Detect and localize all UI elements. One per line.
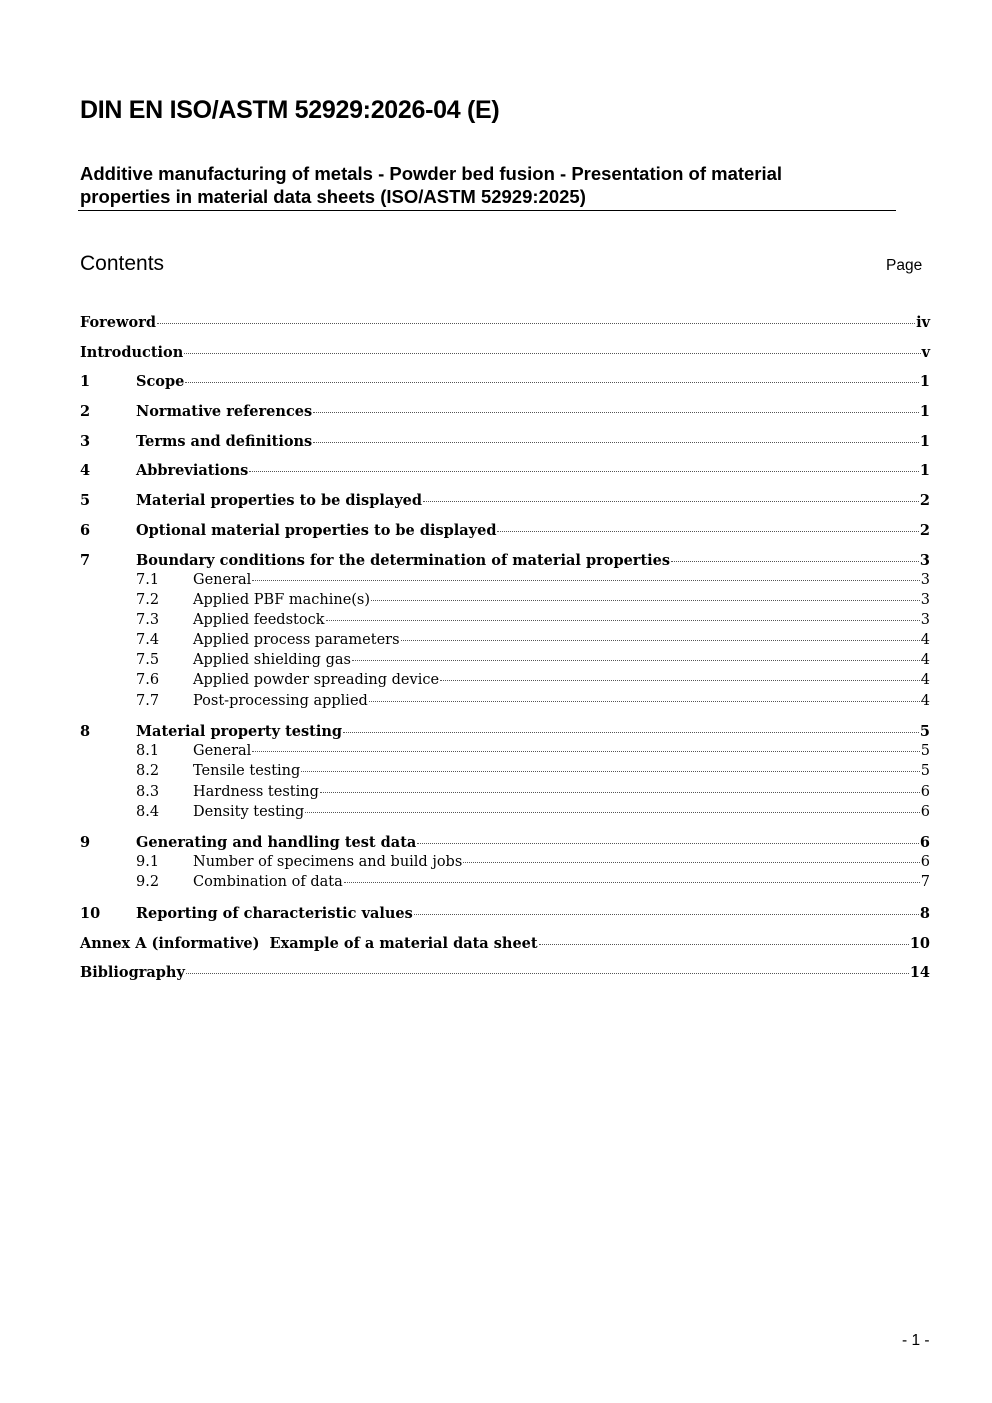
toc-entry-10[interactable] <box>80 902 930 932</box>
toc-leader-dots <box>539 944 909 945</box>
toc-entry-7-1[interactable] <box>80 570 930 590</box>
toc-entry-title: Applied process parameters <box>193 632 400 649</box>
toc-entry-title: Applied PBF machine(s) <box>193 591 371 608</box>
toc-entry-title: Density testing <box>193 803 305 820</box>
document-subtitle-block <box>78 162 896 211</box>
page-column-heading: Page <box>886 257 923 274</box>
toc-entry-page: v <box>921 343 930 361</box>
toc-entry-8-2[interactable] <box>80 761 930 781</box>
toc-entry-number: 6 <box>80 521 91 539</box>
toc-entry-page: 1 <box>919 432 930 450</box>
toc-entry-number: 7.6 <box>136 672 160 689</box>
toc-entry-7-6[interactable] <box>80 670 930 690</box>
toc-leader-dots <box>417 843 919 844</box>
toc-leader-dots <box>301 771 919 772</box>
toc-leader-dots <box>343 732 919 733</box>
toc-entry-page: 4 <box>920 672 930 689</box>
toc-entry-number: 9.2 <box>136 874 160 891</box>
toc-entry-page: 1 <box>919 373 930 391</box>
toc-leader-dots <box>371 600 920 601</box>
toc-entry-page: 5 <box>920 743 930 760</box>
toc-leader-dots <box>326 620 920 621</box>
toc-entry-9-1[interactable] <box>80 852 930 872</box>
toc-entry-7-2[interactable] <box>80 590 930 610</box>
toc-entry-8-1[interactable] <box>80 741 930 761</box>
page-number: - 1 - <box>902 1332 930 1349</box>
toc-entry-7-5[interactable] <box>80 650 930 670</box>
toc-entry-title: General <box>193 571 252 588</box>
toc-entry-title: Annex A (informative) Example of a material data sheet <box>80 934 538 952</box>
toc-entry-title: Applied powder spreading device <box>193 672 440 689</box>
toc-entry-number: 8.4 <box>136 803 160 820</box>
toc-entry-page: 3 <box>920 591 930 608</box>
toc-entry-title: Applied shielding gas <box>193 652 351 669</box>
toc-leader-dots <box>440 680 920 681</box>
toc-entry-1[interactable] <box>80 370 930 400</box>
toc-entry-title: Optional material properties to be displayed <box>136 521 497 539</box>
toc-entry-page: 14 <box>909 964 930 982</box>
toc-entry-7[interactable] <box>80 549 930 570</box>
toc-leader-dots <box>249 471 919 472</box>
toc-entry-4[interactable] <box>80 459 930 489</box>
toc-leader-dots <box>369 701 920 702</box>
toc-entry-7-3[interactable] <box>80 610 930 630</box>
toc-entry-page: 1 <box>919 462 930 480</box>
toc-entry-title: Post-processing applied <box>193 692 368 709</box>
toc-entry-title: Terms and definitions <box>136 432 313 450</box>
toc-entry-number: 7.7 <box>136 692 160 709</box>
toc-leader-dots <box>497 531 918 532</box>
toc-entry-number: 7.5 <box>136 652 160 669</box>
toc-entry-title: Number of specimens and build jobs <box>193 854 463 871</box>
toc-entry-page: 3 <box>919 551 930 569</box>
toc-entry-title: Normative references <box>136 403 313 421</box>
toc-leader-dots <box>313 442 919 443</box>
toc-entry-page: 7 <box>920 874 930 891</box>
toc-entry-7-4[interactable] <box>80 630 930 650</box>
toc-leader-dots <box>463 862 919 863</box>
toc-entry-page: 2 <box>919 492 930 510</box>
toc-entry-7-7[interactable] <box>80 691 930 721</box>
document-title: DIN EN ISO/ASTM 52929:2026-04 (E) <box>80 96 500 124</box>
toc-entry-9-2[interactable] <box>80 872 930 902</box>
toc-entry-page: 5 <box>919 723 930 741</box>
toc-leader-dots <box>401 640 920 641</box>
toc-entry-title: General <box>193 743 252 760</box>
toc-entry-number: 7 <box>80 551 91 569</box>
toc-entry-page: 2 <box>919 521 930 539</box>
toc-entry-8-4[interactable] <box>80 802 930 832</box>
toc-entry-number: 1 <box>80 373 91 391</box>
subtitle-line-2: properties in material data sheets (ISO/ASTM 52929:2025) <box>80 186 586 207</box>
toc-entry-number: 9 <box>80 834 91 852</box>
toc-entry-title: Foreword <box>80 314 156 331</box>
toc-entry-3[interactable] <box>80 430 930 460</box>
toc-entry-page: 10 <box>909 934 930 952</box>
toc-entry-8-3[interactable] <box>80 782 930 802</box>
toc-leader-dots <box>186 973 909 974</box>
toc-entry-page: 6 <box>920 803 930 820</box>
toc-entry-number: 8.3 <box>136 783 160 800</box>
toc-entry-number: 7.2 <box>136 591 160 608</box>
toc-entry-introduction[interactable] <box>80 341 930 371</box>
toc-entry-page: iv <box>916 314 930 331</box>
subtitle-line-1: Additive manufacturing of metals - Powder bed fusion - Presentation of material <box>80 163 783 184</box>
toc-leader-dots <box>313 412 919 413</box>
toc-entry-title: Bibliography <box>80 964 185 982</box>
toc-leader-dots <box>344 882 920 883</box>
toc-entry-page: 3 <box>920 611 930 628</box>
toc-entry-number: 4 <box>80 462 91 480</box>
toc-entry-8[interactable] <box>80 720 930 741</box>
toc-leader-dots <box>423 501 919 502</box>
toc-leader-dots <box>320 792 920 793</box>
toc-entry-5[interactable] <box>80 489 930 519</box>
toc-entry-number: 9.1 <box>136 854 160 871</box>
toc-entry-number: 5 <box>80 492 91 510</box>
toc-entry-title: Material property testing <box>136 723 343 741</box>
toc-leader-dots <box>185 382 919 383</box>
toc-entry-number: 7.4 <box>136 632 160 649</box>
toc-leader-dots <box>252 751 919 752</box>
toc-leader-dots <box>305 812 920 813</box>
toc-entry-title: Combination of data <box>193 874 343 891</box>
toc-entry-title: Tensile testing <box>193 763 301 780</box>
toc-entry-foreword[interactable] <box>80 311 930 341</box>
toc-entry-number: 7.1 <box>136 571 160 588</box>
toc-entry-title: Generating and handling test data <box>136 834 417 852</box>
toc-entry-title: Abbreviations <box>136 462 249 480</box>
toc-entry-page: 4 <box>920 632 930 649</box>
toc-entry-number: 3 <box>80 432 91 450</box>
toc-entry-number: 10 <box>80 904 101 922</box>
toc-entry-number: 2 <box>80 403 91 421</box>
toc-entry-page: 1 <box>919 403 930 421</box>
toc-entry-title: Introduction <box>80 343 184 361</box>
toc-entry-2[interactable] <box>80 400 930 430</box>
toc-entry-bibliography[interactable] <box>80 961 930 991</box>
toc-entry-title: Reporting of characteristic values <box>136 904 413 922</box>
toc-entry-annex-a[interactable] <box>80 932 930 962</box>
toc-entry-title: Hardness testing <box>193 783 319 800</box>
toc-entry-page: 4 <box>920 652 930 669</box>
toc-entry-number: 7.3 <box>136 611 160 628</box>
toc-entry-page: 6 <box>920 854 930 871</box>
toc-entry-title: Scope <box>136 373 185 391</box>
toc-entry-page: 4 <box>920 692 930 709</box>
toc-leader-dots <box>352 660 920 661</box>
toc-leader-dots <box>157 323 915 324</box>
toc-leader-dots <box>184 353 920 354</box>
toc-entry-page: 6 <box>919 834 930 852</box>
toc-entry-title: Applied feedstock <box>193 611 325 628</box>
toc-entry-number: 8.1 <box>136 743 160 760</box>
toc-entry-title: Boundary conditions for the determination of material properties <box>136 551 671 569</box>
toc-entry-page: 5 <box>920 763 930 780</box>
table-of-contents <box>80 311 930 991</box>
toc-entry-6[interactable] <box>80 519 930 549</box>
toc-leader-dots <box>252 580 919 581</box>
toc-leader-dots <box>414 914 919 915</box>
toc-entry-9[interactable] <box>80 831 930 852</box>
toc-entry-page: 8 <box>919 904 930 922</box>
contents-heading: Contents <box>80 252 165 275</box>
toc-leader-dots <box>671 561 919 562</box>
document-subtitle <box>80 162 896 208</box>
toc-entry-number: 8.2 <box>136 763 160 780</box>
toc-entry-number: 8 <box>80 723 91 741</box>
toc-entry-title: Material properties to be displayed <box>136 492 423 510</box>
toc-entry-page: 6 <box>920 783 930 800</box>
toc-entry-page: 3 <box>920 571 930 588</box>
